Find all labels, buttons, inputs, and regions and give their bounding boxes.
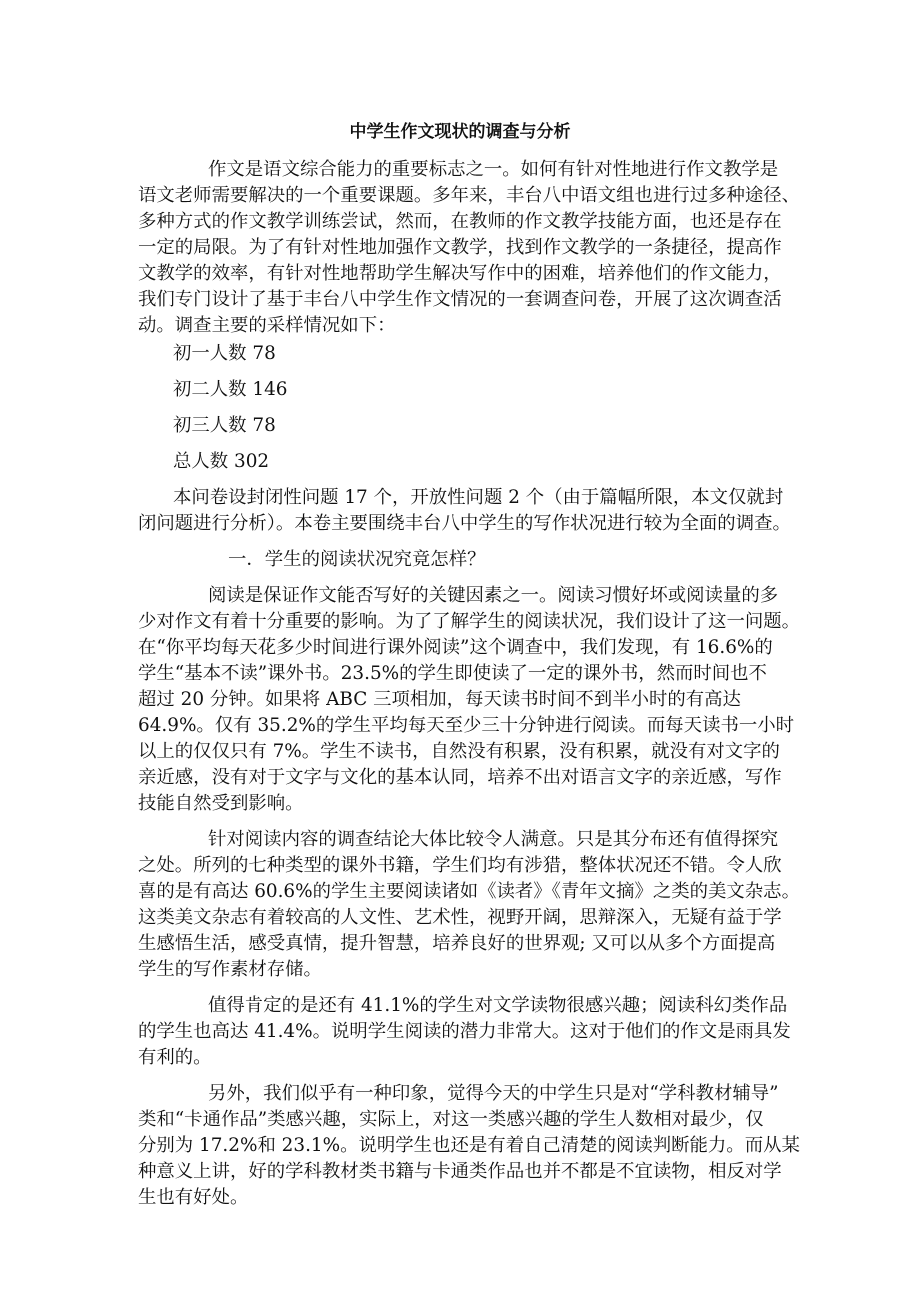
paragraph-line: 生感悟生活，感受真情，提升智慧，培养良好的世界观; 又可以从多个方面提高 — [138, 933, 776, 954]
paragraph-line: 超过 20 分钟。如果将 ABC 三项相加，每天读书时间不到半小时的有高达 — [138, 689, 741, 710]
sample-grade-2: 初二人数 146 — [173, 379, 288, 400]
paragraph-line: 种意义上讲，好的学科教材类书籍与卡通类作品也并不都是不宜读物，相反对学 — [138, 1161, 782, 1182]
paragraph-line: 分别为 17.2%和 23.1%。说明学生也还是有着自己清楚的阅读判断能力。而从某 — [138, 1135, 800, 1156]
paragraph-line: 技能自然受到影响。 — [138, 793, 304, 814]
document-title: 中学生作文现状的调查与分析 — [349, 122, 571, 142]
paragraph-line: 64.9%。仅有 35.2%的学生平均每天至少三十分钟进行阅读。而每天读书一小时 — [138, 715, 795, 736]
paragraph-line: 本问卷设封闭性问题 17 个，开放性问题 2 个（由于篇幅所限，本文仅就封 — [173, 487, 784, 508]
sample-grade-1: 初一人数 78 — [173, 343, 276, 364]
paragraph-line: 多种方式的作文教学训练尝试，然而，在教师的作文教学技能方面，也还是存在 — [138, 211, 782, 232]
paragraph-line: 动。调查主要的采样情况如下： — [138, 315, 396, 336]
paragraph-line: 亲近感，没有对于文字与文化的基本认同，培养不出对语言文字的亲近感，写作 — [138, 767, 782, 788]
paragraph-line: 学生“基本不读”课外书。23.5%的学生即使读了一定的课外书，然而时间也不 — [138, 663, 767, 684]
paragraph-line: 喜的是有高达 60.6%的学生主要阅读诸如《读者》《青年文摘》之类的美文杂志。 — [138, 881, 800, 902]
paragraph-line: 类和“卡通作品”类感兴趣，实际上，对这一类感兴趣的学生人数相对最少，仅 — [138, 1109, 764, 1130]
paragraph-line: 针对阅读内容的调查结论大体比较令人满意。只是其分布还有值得探究 — [208, 829, 779, 850]
paragraph-line: 的学生也高达 41.4%。说明学生阅读的潜力非常大。这对于他们的作文是雨具发 — [138, 1021, 791, 1042]
paragraph-line: 学生的写作素材存储。 — [138, 959, 322, 980]
paragraph-line: 少对作文有着十分重要的影响。为了了解学生的阅读状况，我们设计了这一问题。 — [138, 611, 801, 632]
paragraph-line: 作文是语文综合能力的重要标志之一。如何有针对性地进行作文教学是 — [208, 159, 779, 180]
sample-grade-3: 初三人数 78 — [173, 415, 276, 436]
paragraph-line: 生也有好处。 — [138, 1187, 249, 1208]
paragraph-line: 这类美文杂志有着较高的人文性、艺术性，视野开阔，思辩深入，无疑有益于学 — [138, 907, 782, 928]
paragraph-line: 之处。所列的七种类型的课外书籍，学生们均有涉猎，整体状况还不错。令人欣 — [138, 855, 782, 876]
paragraph-line: 另外，我们似乎有一种印象，觉得今天的中学生只是对“学科教材辅导” — [208, 1083, 779, 1104]
paragraph-line: 以上的仅仅只有 7%。学生不读书，自然没有积累，没有积累，就没有对文字的 — [138, 741, 780, 762]
paragraph-line: 文教学的效率，有针对性地帮助学生解决写作中的困难，培养他们的作文能力， — [138, 263, 782, 284]
sample-total: 总人数 302 — [173, 451, 270, 472]
paragraph-line: 我们专门设计了基于丰台八中学生作文情况的一套调查问卷，开展了这次调查活 — [138, 289, 782, 310]
paragraph-line: 闭问题进行分析）。本卷主要围绕丰台八中学生的写作状况进行较为全面的调查。 — [138, 513, 791, 534]
paragraph-line: 阅读是保证作文能否写好的关键因素之一。阅读习惯好坏或阅读量的多 — [208, 585, 779, 606]
paragraph-line: 在“你平均每天花多少时间进行课外阅读”这个调查中，我们发现，有 16.6%的 — [138, 637, 773, 658]
paragraph-line: 语文老师需要解决的一个重要课题。多年来，丰台八中语文组也进行过多种途径、 — [138, 185, 801, 206]
paragraph-line: 一定的局限。为了有针对性地加强作文教学，找到作文教学的一条捷径，提高作 — [138, 237, 782, 258]
section-heading: 一．学生的阅读状况究竟怎样？ — [228, 549, 486, 570]
paragraph-line: 有利的。 — [138, 1047, 212, 1068]
paragraph-line: 值得肯定的是还有 41.1%的学生对文学读物很感兴趣；阅读科幻类作品 — [208, 995, 788, 1016]
